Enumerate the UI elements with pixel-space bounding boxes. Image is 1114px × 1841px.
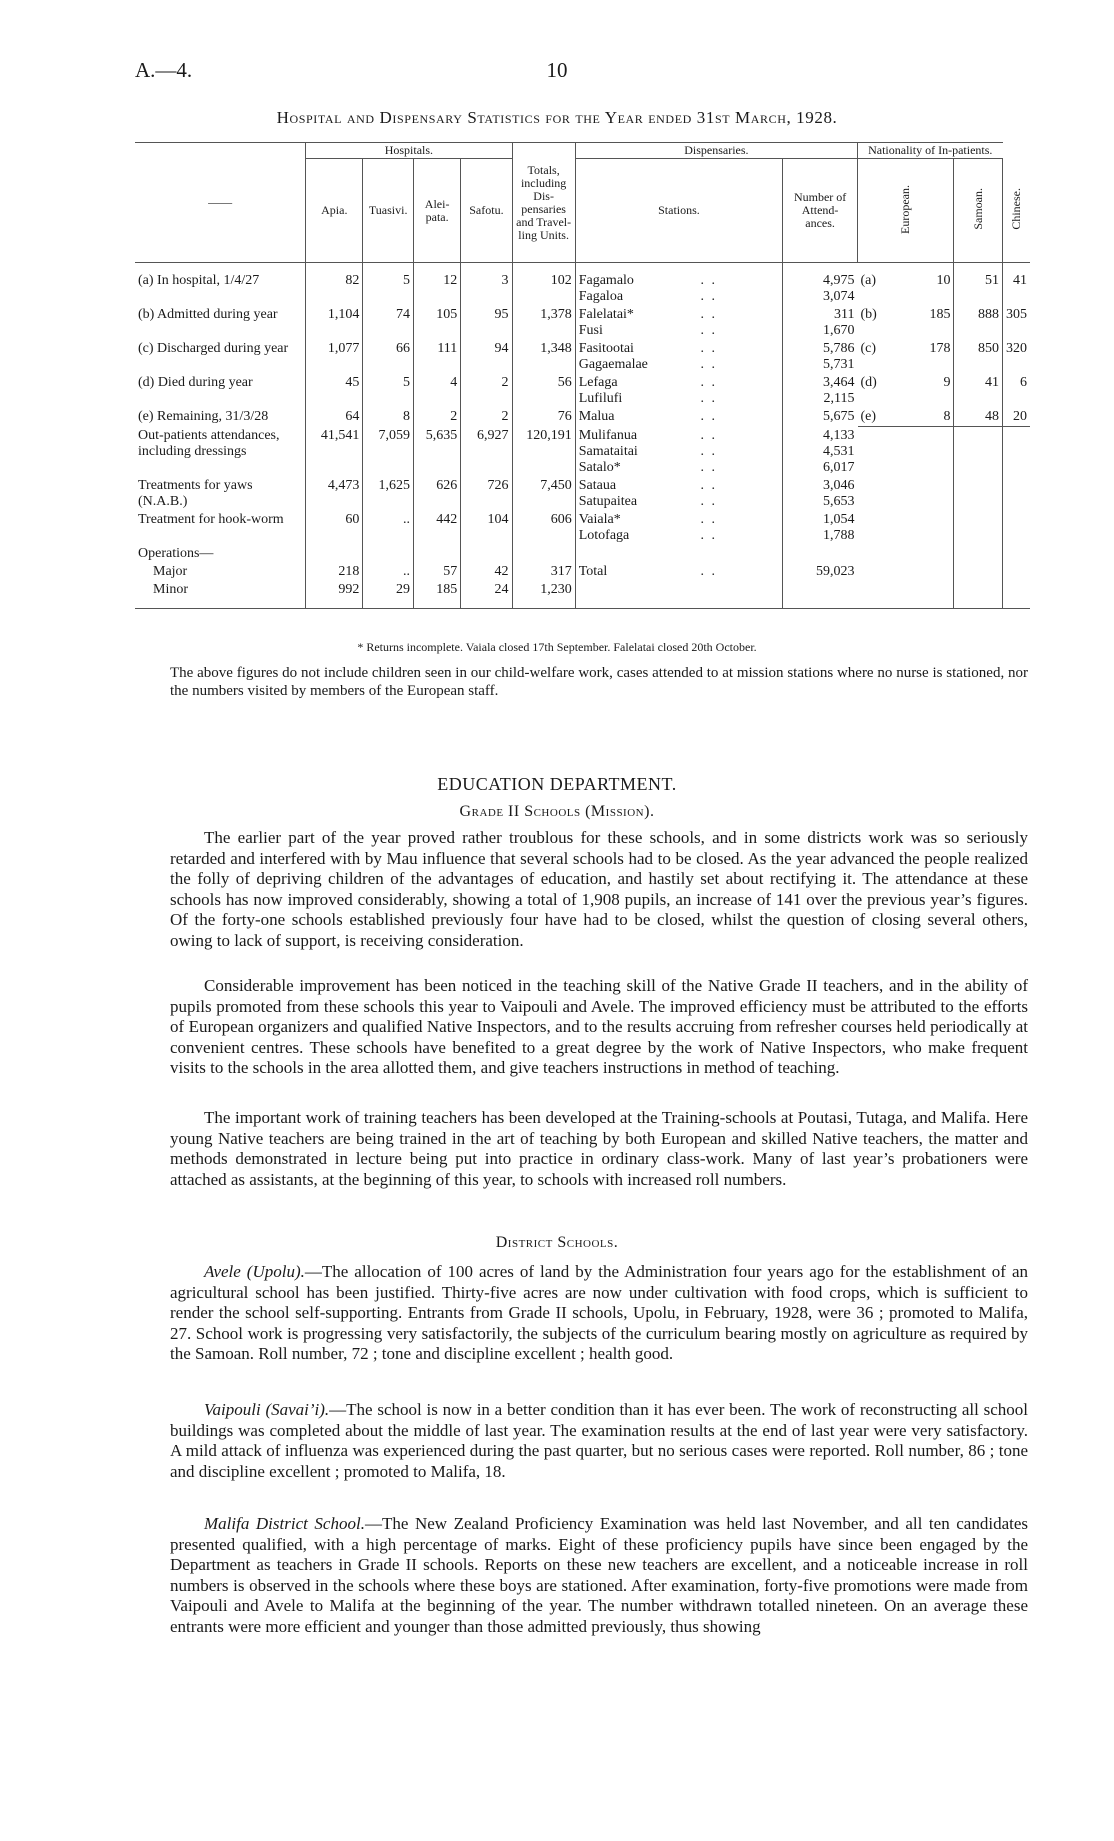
station-label: Sataua [578, 477, 617, 493]
value-european [906, 477, 954, 511]
row-label: Treatment for hook-worm [138, 511, 284, 527]
leader-dots: . . [700, 323, 717, 338]
value-european [906, 427, 954, 477]
station-label: Total [578, 563, 608, 579]
leader-dots: . . [700, 391, 717, 406]
value-chinese [1003, 427, 1031, 477]
station-name [579, 307, 717, 323]
row-label: (c) Discharged during year [138, 341, 289, 356]
value-samoan [954, 427, 1003, 477]
value-samoan: 51 [954, 263, 1003, 307]
leader-dots: . . [700, 527, 717, 543]
value-chinese [1003, 581, 1031, 609]
leader-dots: . . [700, 443, 717, 459]
row-label: (e) Remaining, 31/3/28 [138, 409, 269, 424]
station-label: Satalo* [578, 459, 621, 475]
table-row [135, 581, 1030, 609]
col-tuasivi: Tuasivi. [363, 159, 414, 263]
leader-dots: . . [700, 375, 717, 390]
value-total: 1,230 [512, 581, 575, 609]
paragraph-vaipouli [170, 1400, 1028, 1482]
value-tuasivi: .. [363, 563, 414, 581]
col-aleipata: Alei- pata. [413, 159, 460, 263]
station-name [579, 460, 717, 476]
value-safotu: 95 [461, 306, 512, 340]
station-label: Vaiala* [578, 511, 621, 527]
value-european: 10 [936, 273, 951, 288]
attendance-value: 5,653 [823, 493, 855, 509]
value-safotu: 42 [461, 563, 512, 581]
col-stations: Stations. [575, 159, 782, 263]
table-row [135, 511, 1030, 545]
value-samoan: 41 [954, 374, 1003, 408]
station-cell [575, 581, 720, 609]
value-tuasivi: 66 [363, 340, 414, 374]
nationality-row-label [858, 427, 906, 477]
value-apia: 82 [306, 263, 363, 307]
station-label: Fagamalo [578, 273, 634, 288]
value-european [906, 545, 954, 563]
value-tuasivi: 5 [363, 263, 414, 307]
value-chinese [1003, 563, 1031, 581]
value-total: 317 [512, 563, 575, 581]
value-total: 76 [512, 408, 575, 427]
table-body [135, 263, 1030, 609]
attendance-cell [783, 306, 858, 340]
value-aleipata: 111 [413, 340, 460, 374]
leader-dots: . . [700, 427, 717, 443]
table-row [135, 545, 1030, 563]
page-reference: A.—4. [135, 58, 193, 82]
table-row [135, 340, 1030, 374]
station-dots-col [720, 581, 783, 609]
value-tuasivi: 29 [363, 581, 414, 609]
value-european: 178 [929, 341, 951, 356]
hospital-statistics-table [135, 142, 1030, 609]
value-chinese: 6 [1003, 374, 1031, 408]
value-safotu: 726 [461, 477, 512, 511]
value-samoan [954, 511, 1003, 545]
attendance-cell [783, 581, 858, 609]
attendance-value: 3,046 [823, 477, 855, 493]
attendance-value: 1,788 [823, 527, 855, 543]
value-samoan [954, 545, 1003, 563]
attendance-value: 4,133 [823, 427, 855, 443]
attendance-value: 2,115 [823, 391, 855, 406]
station-dots-col [720, 511, 783, 545]
station-name [579, 564, 717, 580]
station-dots-col [720, 306, 783, 340]
table-note: The above figures do not include children seen in our child-welfare work, cases attended to at mission stations where no nurse is stationed, nor the numbers visited by members of the European staff. [170, 665, 1028, 699]
attendance-cell [783, 511, 858, 545]
nationality-row-label: (d) [860, 375, 877, 390]
row-label: (d) Died during year [138, 375, 253, 390]
paragraph-malifa [170, 1514, 1028, 1637]
station-cell [575, 563, 720, 581]
value-apia: 1,077 [306, 340, 363, 374]
table-title: Hospital and Dispensary Statistics for the Year ended 31st March, 1928. [276, 108, 838, 127]
value-safotu: 2 [461, 408, 512, 427]
nationality-row-label [858, 545, 906, 563]
value-samoan: 48 [954, 408, 1003, 427]
station-dots-col [720, 545, 783, 563]
value-apia: 4,473 [306, 477, 363, 511]
value-safotu: 2 [461, 374, 512, 408]
nationality-row-label: (b) [860, 307, 877, 322]
value-aleipata: 57 [413, 563, 460, 581]
attendance-value: 4,531 [823, 443, 855, 459]
nationality-row-label: (e) [860, 409, 877, 424]
leader-dots: . . [700, 511, 717, 527]
nationality-row-label: (c) [860, 341, 877, 356]
value-tuasivi: 1,625 [363, 477, 414, 511]
station-cell [575, 340, 720, 374]
value-aleipata [413, 545, 460, 563]
station-name [579, 494, 717, 510]
station-name [579, 357, 717, 373]
value-total: 56 [512, 374, 575, 408]
value-tuasivi: 74 [363, 306, 414, 340]
attendance-value: 1,670 [823, 323, 855, 338]
value-aleipata: 12 [413, 263, 460, 307]
value-chinese [1003, 477, 1031, 511]
value-european [906, 511, 954, 545]
value-total: 102 [512, 263, 575, 307]
value-tuasivi: .. [363, 511, 414, 545]
attendance-cell [783, 263, 858, 307]
value-apia: 60 [306, 511, 363, 545]
value-chinese: 20 [1003, 408, 1031, 427]
value-safotu: 24 [461, 581, 512, 609]
value-chinese: 320 [1003, 340, 1031, 374]
attendance-cell [783, 563, 858, 581]
value-chinese [1003, 511, 1031, 545]
leader-dots: . . [700, 477, 717, 493]
value-safotu [461, 545, 512, 563]
paragraph-improvement: Considerable improvement has been noticed in the teaching skill of the Native Grade II teachers, and in the ability of pupils promoted from these schools this year to Vaipouli and Avele. The improved efficiency must be attributed to the efforts of European organizers and qualified Native Inspectors, and to the results accruing from refresher courses held periodically at convenient centres. These schools have benefited to a great degree by the work of Native Inspectors, who make frequent visits to the schools in the area allotted them, and give teachers instructions in method of teaching. [170, 976, 1028, 1077]
stub-header: —— [135, 143, 306, 263]
grade2-title: Grade II Schools (Mission). [459, 803, 655, 820]
station-label: Fasitootai [578, 341, 634, 356]
table-row [135, 374, 1030, 408]
value-samoan [954, 563, 1003, 581]
attendance-cell [783, 340, 858, 374]
value-total: 606 [512, 511, 575, 545]
col-chinese: Chinese. [1009, 187, 1023, 230]
nationality-row-label [858, 581, 906, 609]
station-label: Mulifanua [578, 427, 638, 443]
paragraph-training: The important work of training teachers has been developed at the Training-schools at Poutasi, Tutaga, and Malifa. Here young Native teachers are being trained in the art of teaching by both European and skilled Native teachers, the matter and methods demonstrated in lecture being put into practice in ordinary class-work. Many of last year’s probationers were attached as assistants, at the beginning of this year, to schools with increased roll numbers. [170, 1108, 1028, 1189]
table-row [135, 408, 1030, 427]
attendance-cell [783, 545, 858, 563]
station-dots-col [720, 263, 783, 307]
row-label: (a) In hospital, 1/4/27 [138, 273, 260, 288]
dispensaries-header: Dispensaries. [575, 143, 857, 159]
row-label: (b) Admitted during year [138, 307, 278, 322]
leader-dots: . . [700, 273, 717, 288]
value-tuasivi: 7,059 [363, 427, 414, 477]
station-name [579, 478, 717, 494]
value-european: 8 [943, 409, 951, 424]
hospitals-header: Hospitals. [306, 143, 512, 159]
table-row [135, 263, 1030, 307]
attendance-value: 5,786 [823, 341, 855, 356]
value-safotu: 104 [461, 511, 512, 545]
leader-dots: . . [700, 459, 717, 475]
station-name [579, 528, 717, 544]
education-title: EDUCATION DEPARTMENT. [437, 774, 677, 794]
avele-text: —The allocation of 100 acres of land by the Administration four years ago for the establishment of an agricultural school has been justified. Thirty-five acres are now under cultivation with food crops, which is sufficient to render the school self-supporting. Entrants from Grade II schools, Upolu, in February, 1928, were 36 ; promoted to Malifa, 27. School work is progressing very satisfactorily, the subjects of the curriculum bearing mostly on agriculture as required by the Samoan. Roll number, 72 ; tone and discipline excellent ; health good. [170, 1262, 1028, 1363]
district-schools-title: District Schools. [495, 1234, 619, 1251]
nationality-row-label: (a) [860, 273, 877, 288]
vaipouli-heading: Vaipouli (Savai’i). [204, 1400, 330, 1419]
value-apia: 218 [306, 563, 363, 581]
value-aleipata: 626 [413, 477, 460, 511]
value-aleipata: 105 [413, 306, 460, 340]
station-dots-col [720, 408, 783, 427]
station-name [579, 512, 717, 528]
row-label: Operations— [138, 545, 214, 561]
station-label: Fusi [578, 323, 603, 338]
attendance-value: 4,975 [823, 273, 855, 288]
value-aleipata: 4 [413, 374, 460, 408]
station-label: Lefaga [578, 375, 618, 390]
station-name [579, 409, 717, 425]
attendance-value: 5,675 [823, 409, 855, 424]
value-samoan: 850 [954, 340, 1003, 374]
leader-dots: . . [700, 493, 717, 509]
attendance-value: 311 [834, 307, 855, 322]
value-chinese: 305 [1003, 306, 1031, 340]
value-european [906, 563, 954, 581]
leader-dots: . . [700, 307, 717, 322]
leader-dots: . . [700, 357, 717, 372]
value-european: 9 [943, 375, 951, 390]
table-row [135, 427, 1030, 477]
value-samoan [954, 581, 1003, 609]
station-label: Gagaemalae [578, 357, 648, 372]
attendance-value: 3,074 [823, 289, 855, 304]
attendance-cell [783, 408, 858, 427]
col-attendances: Number of Attend- ances. [783, 159, 858, 263]
station-name [579, 289, 717, 305]
value-apia: 64 [306, 408, 363, 427]
station-cell [575, 477, 720, 511]
col-apia: Apia. [306, 159, 363, 263]
station-dots-col [720, 563, 783, 581]
station-dots-col [720, 374, 783, 408]
value-european: 185 [929, 307, 951, 322]
col-samoan: Samoan. [970, 188, 985, 230]
page-number: 10 [546, 58, 568, 82]
station-cell [575, 408, 720, 427]
value-total: 1,348 [512, 340, 575, 374]
leader-dots: . . [700, 341, 717, 356]
attendance-value: 6,017 [823, 459, 855, 475]
row-label: Major [153, 563, 188, 579]
station-label: Falelatai* [578, 307, 634, 322]
station-label: Fagaloa [578, 289, 624, 304]
malifa-heading: Malifa District School. [204, 1514, 365, 1533]
value-european [906, 581, 954, 609]
station-cell [575, 427, 720, 477]
value-safotu: 6,927 [461, 427, 512, 477]
col-european: European. [898, 184, 913, 234]
value-total: 7,450 [512, 477, 575, 511]
row-label: Out-patients attendances, including dressings [138, 427, 280, 459]
attendance-cell [783, 477, 858, 511]
value-total: 120,191 [512, 427, 575, 477]
station-cell [575, 374, 720, 408]
attendance-value: 1,054 [823, 511, 855, 527]
station-name [579, 341, 717, 357]
station-cell [575, 545, 720, 563]
paragraph-troublous: The earlier part of the year proved rather troublous for these schools, and in some districts work was so seriously retarded and interfered with by Mau influence that several schools had to be closed. As the year advanced the people realized the folly of depriving children of the advantages of education, and hastily set about rectifying it. The attendance at these schools has now improved considerably, showing a total of 1,908 pupils, an increase of 141 over the previous year’s figures. Of the forty-one schools established previously four have had to be closed, whilst the question of closing several others, owing to lack of support, is receiving consideration. [170, 828, 1028, 950]
value-aleipata: 185 [413, 581, 460, 609]
nationality-row-label [858, 511, 906, 545]
nationality-header: Nationality of In-patients. [858, 143, 1003, 159]
value-samoan: 888 [954, 306, 1003, 340]
table-footnote: * Returns incomplete. Vaiala closed 17th September. Falelatai closed 20th October. [357, 640, 757, 654]
station-dots-col [720, 427, 783, 477]
value-tuasivi: 8 [363, 408, 414, 427]
value-tuasivi: 5 [363, 374, 414, 408]
attendance-value: 59,023 [816, 563, 855, 579]
station-cell [575, 263, 720, 307]
malifa-text: —The New Zealand Proficiency Examination was held last November, and all ten candidates presented qualified, with a high percentage of marks. Eight of these proficiency pupils have since been engaged by the Department as teachers in Grade II schools. Reports on these new teachers are excellent, and a noticeable increase in roll numbers is observed in the schools where these boys are stationed. After examination, forty-five promotions were made from Vaipouli and Avele to Malifa at the beginning of the year. The number withdrawn totalled nineteen. On an average these entrants were more efficient and younger than those admitted previously, thus showing [170, 1514, 1029, 1636]
value-aleipata: 2 [413, 408, 460, 427]
station-cell [575, 511, 720, 545]
station-name [579, 428, 717, 444]
attendance-cell [783, 374, 858, 408]
nationality-row-label [858, 563, 906, 581]
value-safotu: 3 [461, 263, 512, 307]
station-label: Samataitai [578, 443, 638, 459]
station-dots-col [720, 340, 783, 374]
value-safotu: 94 [461, 340, 512, 374]
table-row [135, 306, 1030, 340]
value-samoan [954, 477, 1003, 511]
value-apia: 45 [306, 374, 363, 408]
value-chinese: 41 [1003, 263, 1031, 307]
paragraph-avele [170, 1262, 1028, 1365]
leader-dots: . . [700, 409, 717, 424]
vaipouli-text: —The school is now in a better condition than it has ever been. The work of reconstructing all school buildings was completed about the middle of last year. The examination results at the end of last year were very satisfactory. A mild attack of influenza was experienced during the past quarter, but no serious cases were reported. Roll number, 86 ; tone and discipline excellent ; promoted to Malifa, 18. [170, 1400, 1028, 1481]
station-name [579, 375, 717, 391]
value-chinese [1003, 545, 1031, 563]
totals-header: Totals, including Dis- pensaries and Travel- ling Units. [512, 143, 575, 263]
station-label: Lotofaga [578, 527, 630, 543]
nationality-row-label [858, 477, 906, 511]
table-row [135, 563, 1030, 581]
row-label: Treatments for yaws (N.A.B.) [138, 477, 253, 509]
attendance-value: 5,731 [823, 357, 855, 372]
avele-heading: Avele (Upolu). [204, 1262, 305, 1281]
value-apia: 41,541 [306, 427, 363, 477]
leader-dots: . . [700, 289, 717, 304]
row-label: Minor [135, 581, 306, 609]
table-row [135, 477, 1030, 511]
value-total [512, 545, 575, 563]
station-label: Satupaitea [578, 493, 638, 509]
value-aleipata: 5,635 [413, 427, 460, 477]
value-aleipata: 442 [413, 511, 460, 545]
value-tuasivi [363, 545, 414, 563]
station-name [579, 323, 717, 339]
leader-dots: . . [700, 563, 717, 579]
station-dots-col [720, 477, 783, 511]
station-name [579, 391, 717, 407]
station-name [579, 444, 717, 460]
station-name [579, 273, 717, 289]
attendance-cell [783, 427, 858, 477]
value-total: 1,378 [512, 306, 575, 340]
station-cell [575, 306, 720, 340]
value-apia: 1,104 [306, 306, 363, 340]
station-label: Lufilufi [578, 391, 623, 406]
station-label: Malua [578, 409, 615, 424]
col-safotu: Safotu. [461, 159, 512, 263]
value-apia: 992 [306, 581, 363, 609]
value-apia [306, 545, 363, 563]
attendance-value: 3,464 [823, 375, 855, 390]
